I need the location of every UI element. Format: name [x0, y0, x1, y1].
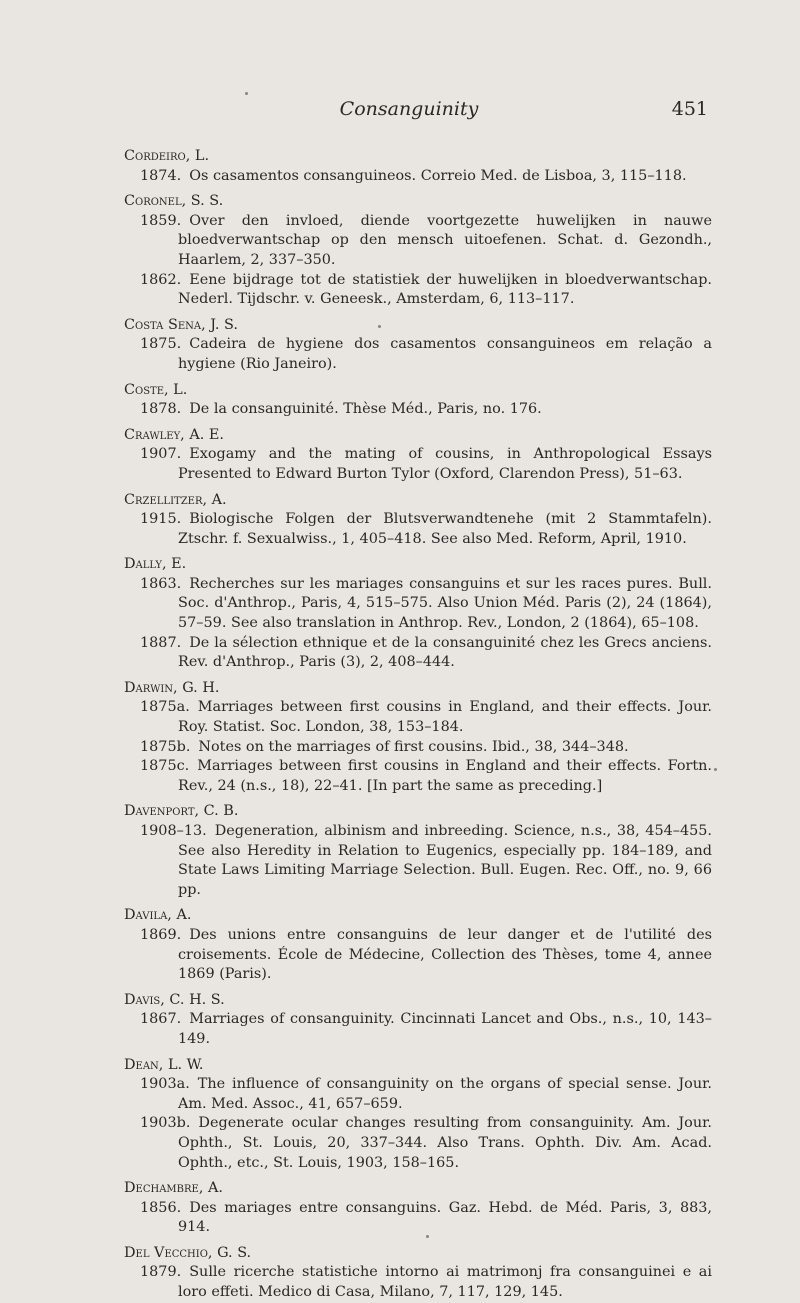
bibliography-entry: [140, 1010, 712, 1049]
author-heading: Dechambre, A.: [124, 1180, 223, 1197]
entry-year: 1915.: [140, 511, 182, 528]
entry-year: 1903a.: [140, 1076, 190, 1093]
entry-citation: De la consanguinité. Thèse Méd., Paris, no. 176.: [189, 401, 542, 418]
entry-citation: Sulle ricerche statistiche intorno ai matrimonj fra consanguinei e ai loro effeti. Medico di Casa, Milano, 7, 117, 129, 145.: [178, 1264, 712, 1301]
paper-speck: [245, 92, 248, 95]
entry-citation: Des mariages entre consanguins. Gaz. Hebd. de Méd. Paris, 3, 883, 914.: [178, 1199, 712, 1236]
entry-citation: The influence of consanguinity on the organs of special sense. Jour. Am. Med. Assoc., 41, 657–659.: [178, 1076, 712, 1112]
bibliography-entry: [140, 212, 712, 271]
paper-speck: [714, 768, 717, 771]
bibliography-entry: [140, 1114, 712, 1173]
entry-citation: Marriages between first cousins in England and their effects. Fortn. Rev., 24 (n.s., 18), 22–41. [In part the same as preceding.]: [178, 758, 712, 794]
author-heading: Del Vecchio, G. S.: [124, 1244, 252, 1261]
bibliography-entry: [140, 634, 712, 673]
entry-year: 1907.: [140, 446, 182, 463]
entry-year: 1875a.: [140, 699, 190, 716]
entry-year: 1862.: [140, 271, 182, 288]
bibliography-entry: [140, 445, 712, 484]
entry-year: 1875c.: [140, 758, 190, 775]
author-heading: Coste, L.: [124, 381, 188, 398]
entry-citation: Eene bijdrage tot de statistiek der huwelijken in bloedverwantschap. Nederl. Tijdschr. v. Geneesk., Amsterdam, 6, 113–117.: [178, 271, 712, 308]
entry-citation: Marriages of consanguinity. Cincinnati Lancet and Obs., n.s., 10, 143–149.: [178, 1011, 712, 1047]
bibliography-entry: [140, 271, 712, 310]
bibliography-list: [124, 147, 712, 1303]
paper-speck: [378, 325, 381, 328]
bibliography-entry: [140, 575, 712, 634]
author-heading: Davila, A.: [124, 907, 192, 924]
author-heading: Cordeiro, L.: [124, 148, 210, 164]
entry-year: 1859.: [140, 212, 182, 229]
entry-citation: Degeneration, albinism and inbreeding. Science, n.s., 38, 454–455. See also Heredity in Relation to Eugenics, especially pp. 184–189, and State Laws Limiting Marriage Selection. Bull. Eugen. Rec. Off., no. 9, 66 pp.: [178, 823, 712, 898]
author-heading: Davis, C. H. S.: [124, 991, 225, 1008]
entry-year: 1875b.: [140, 738, 191, 755]
bibliography-entry: [140, 757, 712, 796]
entry-year: 1856.: [140, 1199, 182, 1216]
bibliography-entry: [140, 1199, 712, 1238]
entry-citation: De la sélection ethnique et de la consanguinité chez les Grecs anciens. Rev. d'Anthrop., Paris (3), 2, 408–444.: [178, 634, 712, 671]
entry-citation: Os casamentos consanguineos. Correio Med. de Lisboa, 3, 115–118.: [189, 167, 687, 184]
author-heading: Costa Sena, J. S.: [124, 316, 238, 333]
entry-citation: Notes on the marriages of first cousins. Ibid., 38, 344–348.: [198, 738, 629, 755]
entry-citation: Over den invloed, diende voortgezette huwelijken in nauwe bloedverwantschap op den mensch uitoefenen. Schat. d. Gezondh., Haarlem, 2, 337–350.: [178, 212, 712, 268]
entry-citation: Exogamy and the mating of cousins, in Anthropological Essays Presented to Edward Burton Tylor (Oxford, Clarendon Press), 51–63.: [178, 446, 712, 482]
bibliography-entry: [140, 822, 712, 900]
bibliography-entry: [140, 400, 712, 420]
bibliography-entry: [140, 698, 712, 737]
entry-citation: Cadeira de hygiene dos casamentos consanguineos em relação a hygiene (Rio Janeiro).: [178, 336, 712, 372]
bibliography-entry: [140, 167, 712, 187]
page-number: 451: [671, 98, 708, 120]
entry-year: 1869.: [140, 926, 182, 943]
entry-citation: Biologische Folgen der Blutsverwandtenehe (mit 2 Stammtafeln). Ztschr. f. Sexualwiss., 1, 405–418. See also Med. Reform, April, 1910.: [178, 511, 712, 547]
bibliography-entry: [140, 1075, 712, 1114]
entry-year: 1878.: [140, 401, 182, 418]
entry-citation: Marriages between first cousins in England, and their effects. Jour. Roy. Statist. Soc. London, 38, 153–184.: [178, 699, 712, 736]
entry-year: 1875.: [140, 336, 182, 353]
author-heading: Davenport, C. B.: [124, 803, 239, 820]
author-heading: Coronel, S. S.: [124, 193, 224, 210]
entry-year: 1903b.: [140, 1115, 191, 1132]
bibliography-entry: [140, 738, 712, 758]
bibliography-entry: [140, 510, 712, 549]
author-heading: Darwin, G. H.: [124, 679, 220, 696]
author-heading: Dean, L. W.: [124, 1056, 204, 1073]
entry-year: 1887.: [140, 634, 182, 651]
author-heading: Crawley, A. E.: [124, 426, 224, 443]
bibliography-entry: [140, 926, 712, 985]
bibliography-entry: [140, 1263, 712, 1302]
bibliography-entry: [140, 335, 712, 374]
entry-citation: Degenerate ocular changes resulting from consanguinity. Am. Jour. Ophth., St. Louis, 20, 337–344. Also Trans. Ophth. Div. Am. Acad. Ophth., etc., St. Louis, 1903, 158–165.: [178, 1115, 712, 1171]
entry-citation: Des unions entre consanguins de leur danger et de l'utilité des croisements. École de Médecine, Collection des Thèses, tome 4, annee 1869 (Paris).: [178, 926, 712, 983]
running-title: Consanguinity: [339, 98, 479, 120]
entry-year: 1879.: [140, 1264, 182, 1281]
entry-year: 1867.: [140, 1011, 182, 1028]
paper-speck: [426, 1235, 429, 1238]
author-heading: Crzellitzer, A.: [124, 491, 227, 508]
author-heading: Dally, E.: [124, 556, 187, 573]
entry-year: 1908–13.: [140, 823, 207, 839]
page-header: [110, 98, 708, 128]
entry-year: 1863.: [140, 575, 182, 592]
entry-citation: Recherches sur les mariages consanguins et sur les races pures. Bull. Soc. d'Anthrop., Paris, 4, 515–575. Also Union Méd. Paris (2), 24 (1864), 57–59. See also translation in Anthrop. Rev., London, 2 (1864), 65–108.: [178, 575, 712, 632]
entry-year: 1874.: [140, 167, 182, 184]
